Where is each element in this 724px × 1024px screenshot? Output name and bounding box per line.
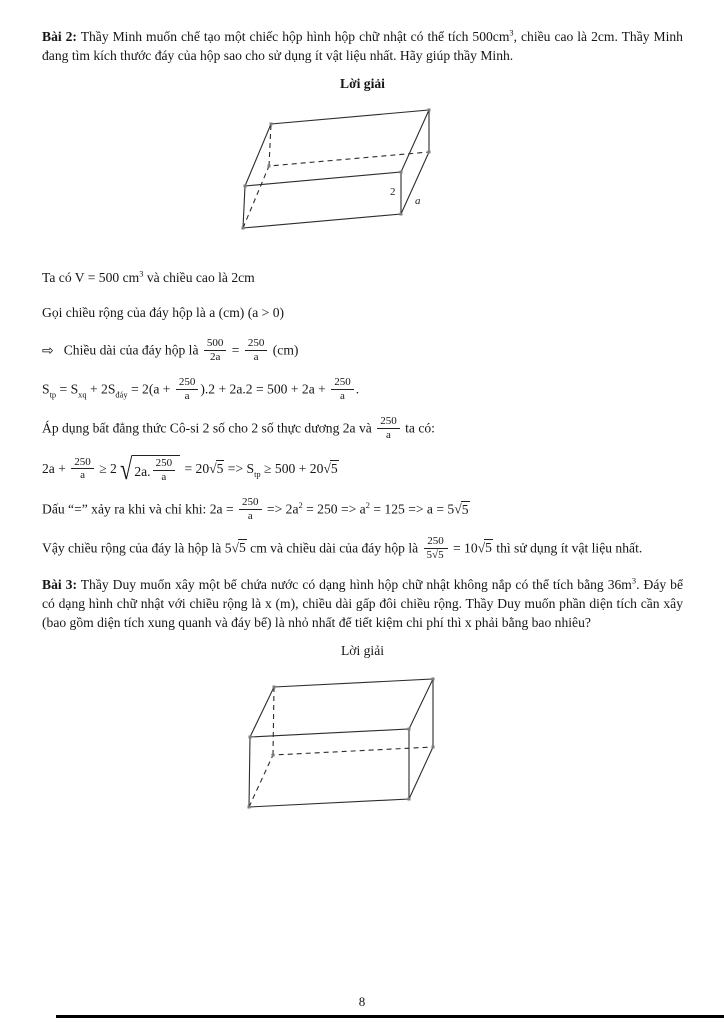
statement-text: Thầy Minh muốn chế tạo một chiếc hộp hình hộp chữ nhật có thể tích 500cm [76,29,510,44]
fraction [239,496,262,523]
height-label: 2 [389,185,395,198]
box-figure-2 [22,667,663,823]
fraction [377,415,400,442]
math-text: => S [224,461,255,477]
fraction [245,337,268,364]
math-text: và chiều cao là 2cm [143,269,255,285]
cuboid-diagram-1 [233,98,445,248]
radicand: 5 [485,540,492,556]
denominator: a [80,469,85,482]
math-text: (cm) [269,342,299,358]
math-text: = 10 [449,540,478,556]
cuboid-diagram-2 [237,667,449,819]
problem-2-label: Bài 2: [42,29,77,44]
radicand: 5 [330,461,338,477]
fraction [331,376,354,403]
fraction [71,456,94,483]
subscript: xq [78,389,87,400]
math-text: ≥ 2 [95,461,117,477]
numerator: 250 [245,337,268,351]
line-cosi-intro [42,416,683,443]
denominator: a [340,390,345,403]
radical-sign-icon: √ [119,453,133,487]
front-face-edges [249,729,409,807]
right-face-edges [409,679,433,799]
math-text: ).2 + 2a.2 = 500 + 2a + [200,381,330,397]
numerator: 250 [239,496,262,510]
radicand: 5 [216,461,224,477]
radical-sign-icon: √ [323,461,330,477]
math-text: = S [56,381,79,397]
radical-sign-icon: √ [432,548,438,561]
math-text: Chiều dài của đáy hộp là [63,342,202,358]
denominator: a [161,470,167,483]
math-text: = 250 => a [302,501,366,517]
subscript: đáy [115,389,128,400]
solution-heading-3: Lời giải [340,642,385,658]
superscript: 3 [631,575,637,586]
math-text: ta có: [401,420,435,436]
numerator: 250 [153,457,176,471]
math-text: = 2(a + [127,381,174,397]
numerator: 500 [204,337,227,351]
numerator: 250 [176,376,199,390]
radical-sign-icon: √ [477,540,485,556]
math-text: Áp dụng bất đẳng thức Cô-si 2 số cho 2 số thực dương 2a và [42,420,376,436]
width-label: a [414,194,420,207]
solution-heading-2: Lời giải [340,75,385,91]
math-text: Dấu “=” xảy ra khi và chỉ khi: 2a = [42,501,238,517]
sqrt-5 [232,539,247,555]
math-text: + 2S [86,381,116,397]
fraction [204,337,227,364]
superscript: 2 [365,500,370,510]
math-text: . [355,381,360,397]
line-volume [42,268,683,287]
problem-2-statement [42,27,683,66]
implies-arrow-icon: ⇨ [42,342,54,359]
radical-sign-icon: √ [454,501,461,517]
math-text: Vậy chiều rộng của đáy là hộp là 5 [42,540,232,556]
radicand [132,455,180,485]
line-width-definition: Gọi chiều rộng của đáy hộp là a (cm) (a > 0) [42,304,285,320]
denominator: a [184,390,190,403]
denominator: a [247,509,253,522]
math-text: = [228,342,243,358]
front-face-edges [243,172,401,228]
line-equality-condition [42,497,683,524]
line-conclusion [42,536,683,563]
line-cosi-inequality [42,455,683,485]
denominator: a [253,351,259,364]
numerator: 250 [71,456,94,470]
radical-sign-icon: √ [231,540,238,556]
fraction [153,457,176,484]
line-length-definition [42,338,683,365]
math-text: => 2a [263,501,299,517]
radicand: 5 [461,501,469,517]
math-text: thì sử dụng ít vật liệu nhất. [492,540,643,556]
page-number: 8 [358,994,366,1009]
math-text: Ta có V = 500 cm [42,269,140,285]
statement-text: Thầy Duy muốn xây một bể chứa nước có dạng hình hộp chữ nhật không nắp có thể tích bằng 36m [76,576,632,592]
math-text: 2a. [134,463,151,479]
math-text: cm và chiều dài của đáy hộp là [246,540,422,556]
numerator: 250 [377,415,400,429]
superscript: 2 [298,500,303,510]
sqrt-5 [478,539,493,555]
top-face-edges [250,679,433,737]
subscript: tp [49,389,57,400]
math-text: = 125 => a = 5 [369,501,455,517]
fraction [176,376,199,403]
math-text: S [42,381,50,397]
radicand: 5 [238,540,246,556]
page-bottom-rule [56,1015,724,1018]
math-text: 5 [426,548,433,561]
numerator: 250 [331,376,354,390]
math-text: 2a + [42,461,70,477]
superscript: 3 [139,268,144,279]
sqrt-5 [323,460,338,476]
radical-sign-icon: √ [209,461,216,477]
problem-3-label: Bài 3: [42,576,77,592]
statement-text: . Đáy bể có dạng hình chữ nhật với chiều rộng là x (m), chiều dài gấp đôi chiều rộng. Thầy Duy muốn phần diện tích cần xây (bao gồm diện tích xung quanh và đáy bể) là nhỏ nhất để tiết kiệm chi phí thì x phải bằng bao nhiêu? [42,576,683,631]
math-text: ≥ 500 + 20 [260,461,324,477]
radicand: 5 [438,548,444,561]
vertex-markers [247,677,434,808]
sqrt-5 [454,501,469,517]
numerator: 250 [424,535,448,549]
subscript: tp [254,468,261,479]
statement-text: , chiều cao là 2cm. Thầy Minh đang tìm kích thước đáy của hộp sao cho sử dụng ít vật liệu nhất. Hãy giúp thầy Minh. [42,29,683,64]
denominator: a [386,429,391,442]
math-text: = 20 [181,461,210,477]
sqrt-5 [209,460,224,476]
fraction [424,535,448,562]
box-figure-1 [18,98,659,252]
sqrt-5 [432,548,445,561]
denominator [424,549,448,562]
hidden-edges [249,687,433,807]
problem-3-statement [42,575,683,633]
line-total-surface [42,377,683,404]
sqrt-expression [118,455,180,485]
superscript: 3 [509,27,514,38]
denominator: 2a [209,351,221,364]
